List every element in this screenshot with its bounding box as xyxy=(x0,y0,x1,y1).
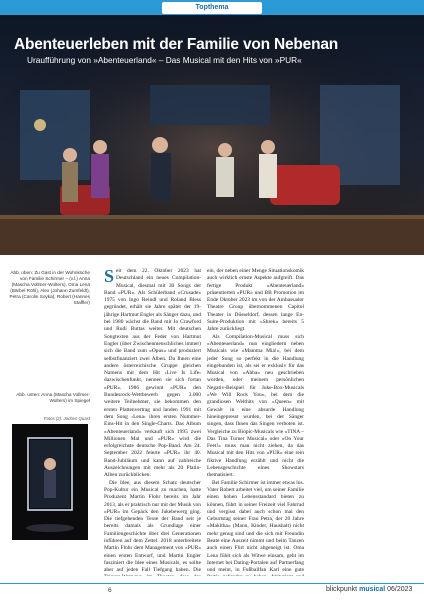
hero-photo xyxy=(0,15,424,255)
drop-cap: S xyxy=(104,268,115,286)
paragraph: ein, der neben einer Menge Situationskomik auch wirklich ernste Aspekte aufgreift. Das fertige Produkt »Abenteuerland« präsentierten »PUR« und BB Promotion im Ende Oktober 2023 im von der Ambassador Theatre Group übernommenen Capitol Theater in Düsseldorf, dessen lange En-Suite-Produktion mit »Shrek« bereits 5 Jahre zurückliegt. xyxy=(207,268,304,333)
article-column-2 xyxy=(207,268,304,576)
caption-top: Abb. oben: Zu Gast in der Wohnküche von Familie Schirmer – (v.l.) Anna (Mascha Vollmer-Wolters), Oma Lena (Bärbel Röhl), Alex (Johann Zumfeldt), Petra (Carolin Soyka), Robert (Hannes Staffler) xyxy=(9,270,90,305)
footer-rule xyxy=(0,583,424,584)
issue-number: 06/2023 xyxy=(387,586,413,593)
section-label: Topthema xyxy=(162,2,262,14)
article-column-3 xyxy=(310,268,416,576)
page-number: 6 xyxy=(108,587,112,594)
mirror-photo xyxy=(12,424,88,540)
article-column-1 xyxy=(104,268,201,576)
photo-credit: Fotos (2): Jochen Quast xyxy=(43,416,90,421)
paragraph: Die Idee, aus diesem Schatz deutscher Pop-Kultur ein Musical zu machen, hatte Produzent Martin Flohr bereits im Jahr 2013, als er praktisch nur mit der Musik von »PUR« im Gepäck den Jukebewerg ging. Die tiefgehenden Texte der Band seit je bereits damals als Grundlage einer Familiengeschichte über drei Generationen inführen auf dem Zettel. 2018 unterbreitete Martin Flohr dem Management von »PUR« einen ersten Entwurf, und Martin Engler fasziniert die Idee eines Musicals, es sollte aber auf jeden Fall Tiefgang haben. Die xyxy=(104,479,201,574)
caption-bottom: Abb. unten: Anna (Mascha Vollmer-Wolters) im Spiegel xyxy=(16,392,90,403)
article-headline: Abenteuerleben mit der Familie von Nebenan xyxy=(14,36,339,53)
magazine-prefix: blickpunkt xyxy=(326,586,358,593)
article-subheadline: Uraufführung von »Abenteuerland« – Das Musical mit den Hits von »PUR« xyxy=(27,55,302,65)
paragraph: eit dem 22. Oktober 2023 hat Deutschland ein neues Compilation-Musical, diesmal mit 30 Songs der Band »PUR«. Als Schülerband »Crusade« 1975 von Ingo Reindl und Roland Bless gegründet, erhält sie Jahre später der 19-jährige Hartmut Engler als Sänger dazu, und bei 1980 wächst die Band mit Jo Crawford und Rudi Buttas weiter. Mit deutschen Songtexten aus der Feder von Hartmut Engler (über Zwischenmenschliches immer) sich die Band zum »Opus« und produziert selbstfinanziert zwei Alben. Da Ihnen eine andere österreichische Gruppe gleichen Namens mit dem Hit ›Live Is Life‹ dazwischenfunkt, nennen sie sich fortan »PUR«. 1986 gewinnt »PUR« den Bundesrock-Wettbewerb gegen 3.000 weitere Teilnehmer, sie bekommen den ersten Plattenvertrag und landen 1991 mit dem Song ›Lena‹ ihren ersten Nummer-Eins-Hit in den Single-Charts. Das Album »Abenteuerland« verkauft sich 1995 zwei Millionen Mal und »PUR« wird die erfolgreichste deutsche Pop-Band. Am 24. September 2022 feierte »PUR« ihr 40. Band-Jubiläum und kann auf zahlreiche Auszeichnungen mit mehr als 20 Platin-Alben zurückblicken. xyxy=(104,268,201,479)
paragraph: Bei Familie Schirmer ist immer etwas los. Vater Robert arbeitet viel, um seiner Familie einen hohen Lebensstandard bieten zu können, führt in seiner Freizeit viel Fahrrad und vergisst dabei auch schon mal den Geburtstag seiner Frau Petra, der 20 Jahre »Makltha« (Mann, Kinder, Haushalt) nicht mehr genug sind und die sich mit Freundin Beate eine Auszeit nimmt und beim Tanzen auch einen Flirt nicht abgeneigt ist. Oma Lena fühlt sich als Witwe einsam, geht im Internet bei Dating-Portalen auf Partnerfang und meint, in Fußballfan Karl eine gute xyxy=(207,479,304,574)
magazine-brand: musical xyxy=(359,586,386,593)
paragraph: Als Compilation-Musical muss sich »Abenteuerland« nun eingliedern neben Musicals wie »Mamma Mia!«, bei dem jeder Song so perfekt in die Handlung eingebunden ist, als sei er exklusiv für das Musical von »Abba« neu geschrieben worden, oder meinem persönlichen Negativ-Beispiel für Juke-Box-Musicals »We Will Rock You«, bei dem die grandiosen Welthits von »Queen« mit Gewalt in eine absurde Handlung hineingepresst wurden, bei der Sänger singen, dass Ihnen das Singen verboten ist. Vergleiche zu Biopic-Musicals wie »TINA – Das Tina Turner Musical« oder »On Your Feet!« muss man nicht ziehen, da das Musical mit den Hits von »PUR« eine rein fiktive Handlung erzählt und nicht die Lebensgeschichte eines Showstars thematisiert. xyxy=(207,333,304,479)
magazine-footer xyxy=(326,586,412,593)
